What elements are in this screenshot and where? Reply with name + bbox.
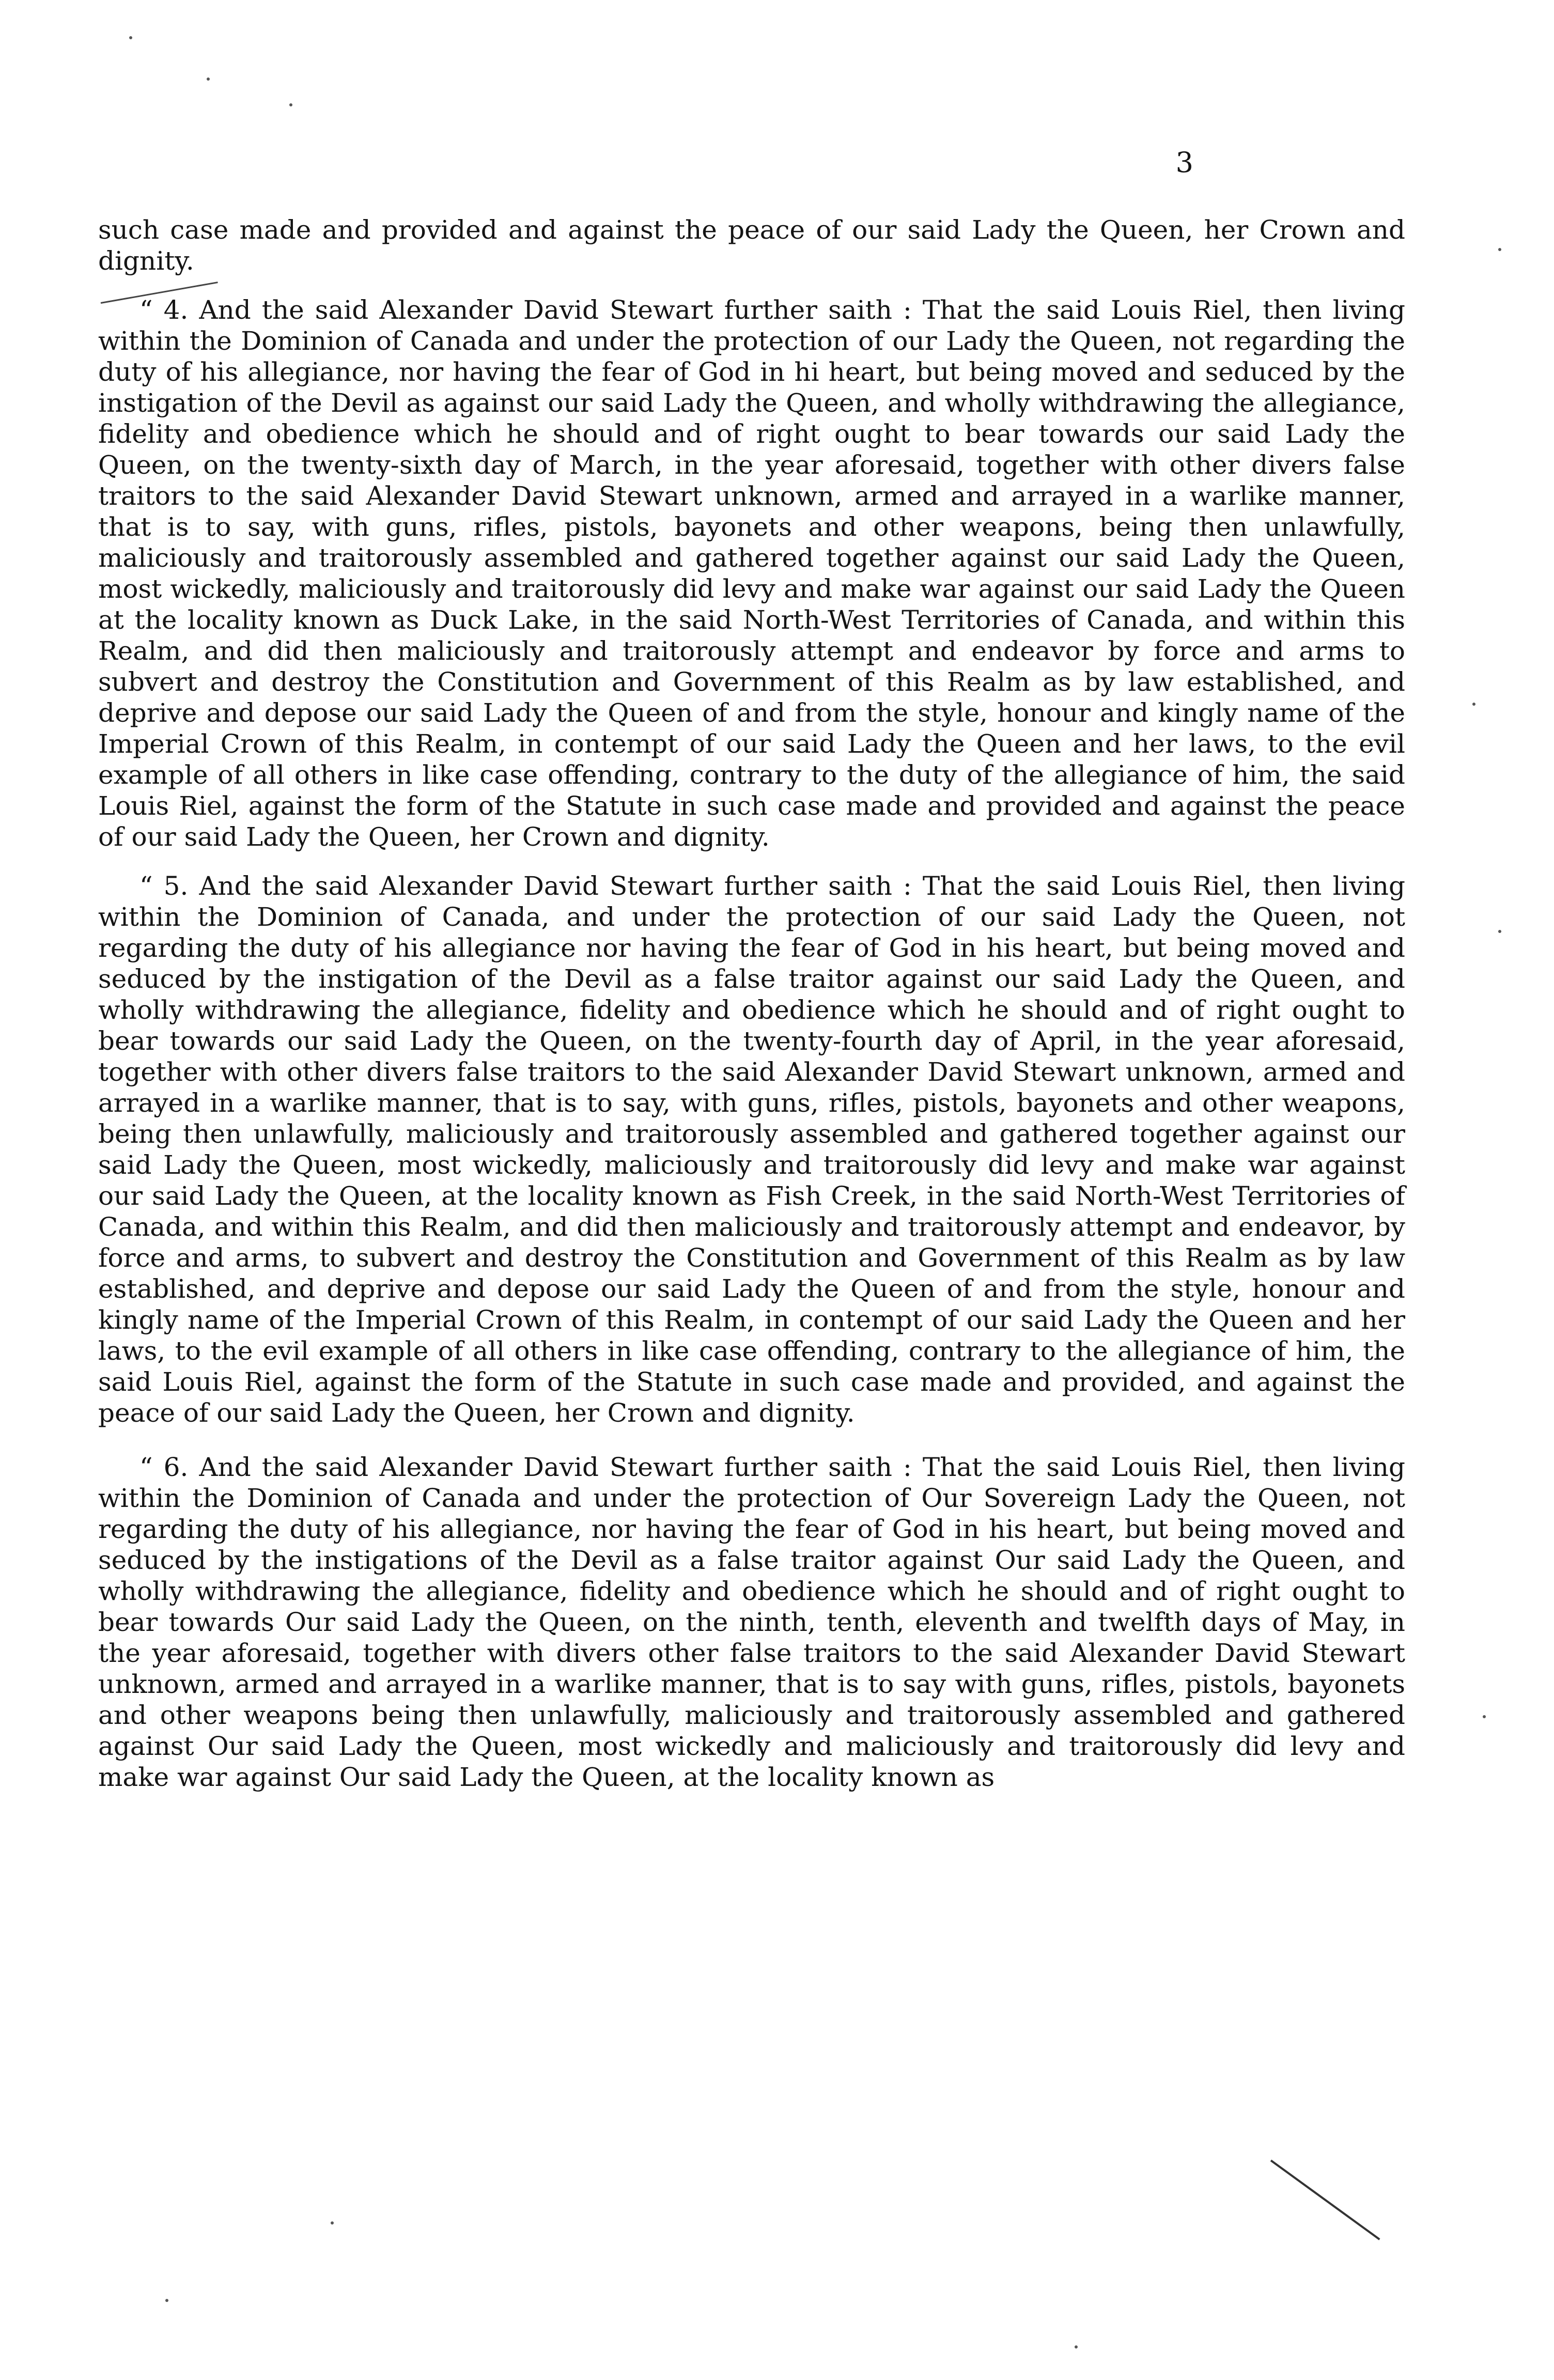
paragraph-6: “ 6. And the said Alexander David Stewart further saith : That the said Louis Riel, then living within the Dominion of Canada and under the protection of Our Sovereign Lady the Queen, not regarding the duty of his allegiance, nor having the fear of God in his heart, but being moved and seduced by the instigations of the Devil as a false traitor against Our said Lady the Queen, and wholly withdrawing the allegiance, fidelity and obedience which he should and of right ought to bear towards Our said Lady the Queen, on the ninth, tenth, eleventh and twelfth days of May, in the year aforesaid, together with divers other false traitors to the said Alexander David Stewart unknown, armed and arrayed in a warlike manner, that is to say with guns, rifles, pistols, bayonets and other weapons being then unlawfully, maliciously and traitorously assembled and gathered against Our said Lady the Queen, most wickedly and maliciously and traitorously did levy and make war against Our said Lady the Queen, at the locality known as xyxy=(98,1452,1405,1792)
document-body xyxy=(98,214,1405,1793)
paragraph-4: “ 4. And the said Alexander David Stewart further saith : That the said Louis Riel, then living within the Dominion of Canada and under the protection of our Lady the Queen, not regarding the duty of his allegiance, nor having the fear of God in hi heart, but being moved and seduced by the instigation of the Devil as against our said Lady the Queen, and wholly withdrawing the allegiance, fidelity and obedience which he should and of right ought to bear towards our said Lady the Queen, on the twenty-sixth day of March, in the year aforesaid, together with other divers false traitors to the said Alexander David Stewart unknown, armed and arrayed in a warlike manner, that is to say, with guns, rifles, pistols, bayonets and other weapons, being then unlawfully, maliciously and traitorously assembled and gathered together against our said Lady the Queen, most wickedly, maliciously and traitorously did levy and make war against our said Lady the Queen at the locality known as Duck Lake, in the said North-West Territories of Canada, and within this Realm, and did then maliciously and traitorously attempt and endeavor by force and arms to subvert and destroy the Constitution and Government of this Realm as by law established, and deprive and depose our said Lady the Queen of and from the style, honour and kingly name of the Imperial Crown of this Realm, in contempt of our said Lady the Queen and her laws, to the evil example of all others in like case offending, contrary to the duty of the allegiance of him, the said Louis Riel, against the form of the Statute in such case made and provided and against the peace of our said Lady the Queen, her Crown and dignity. xyxy=(98,295,1405,852)
pen-stroke-mark xyxy=(1270,2159,1380,2240)
paragraph-5: “ 5. And the said Alexander David Stewart further saith : That the said Louis Riel, then living within the Dominion of Canada, and under the protection of our said Lady the Queen, not regarding the duty of his allegiance nor having the fear of God in his heart, but being moved and seduced by the instigation of the Devil as a false traitor against our said Lady the Queen, and wholly withdrawing the allegiance, fidelity and obedience which he should and of right ought to bear towards our said Lady the Queen, on the twenty-fourth day of April, in the year aforesaid, together with other divers false traitors to the said Alexander David Stewart unknown, armed and arrayed in a warlike manner, that is to say, with guns, rifles, pistols, bayonets and other weapons, being then unlawfully, maliciously and traitorously assembled and gathered together against our said Lady the Queen, most wickedly, maliciously and traitorously did levy and make war against our said Lady the Queen, at the locality known as Fish Creek, in the said North-West Territories of Canada, and within this Realm, and did then maliciously and traitorously attempt and endeavor, by force and arms, to subvert and destroy the Constitution and Government of this Realm as by law established, and deprive and depose our said Lady the Queen of and from the style, honour and kingly name of the Imperial Crown of this Realm, in contempt of our said Lady the Queen and her laws, to the evil example of all others in like case offending, contrary to the allegiance of him, the said Louis Riel, against the form of the Statute in such case made and provided, and against the peace of our said Lady the Queen, her Crown and dignity. xyxy=(98,871,1405,1428)
page-number: 3 xyxy=(1175,146,1193,179)
paragraph-continuation: such case made and provided and against the peace of our said Lady the Queen, her Crown and dignity. xyxy=(98,215,1405,276)
